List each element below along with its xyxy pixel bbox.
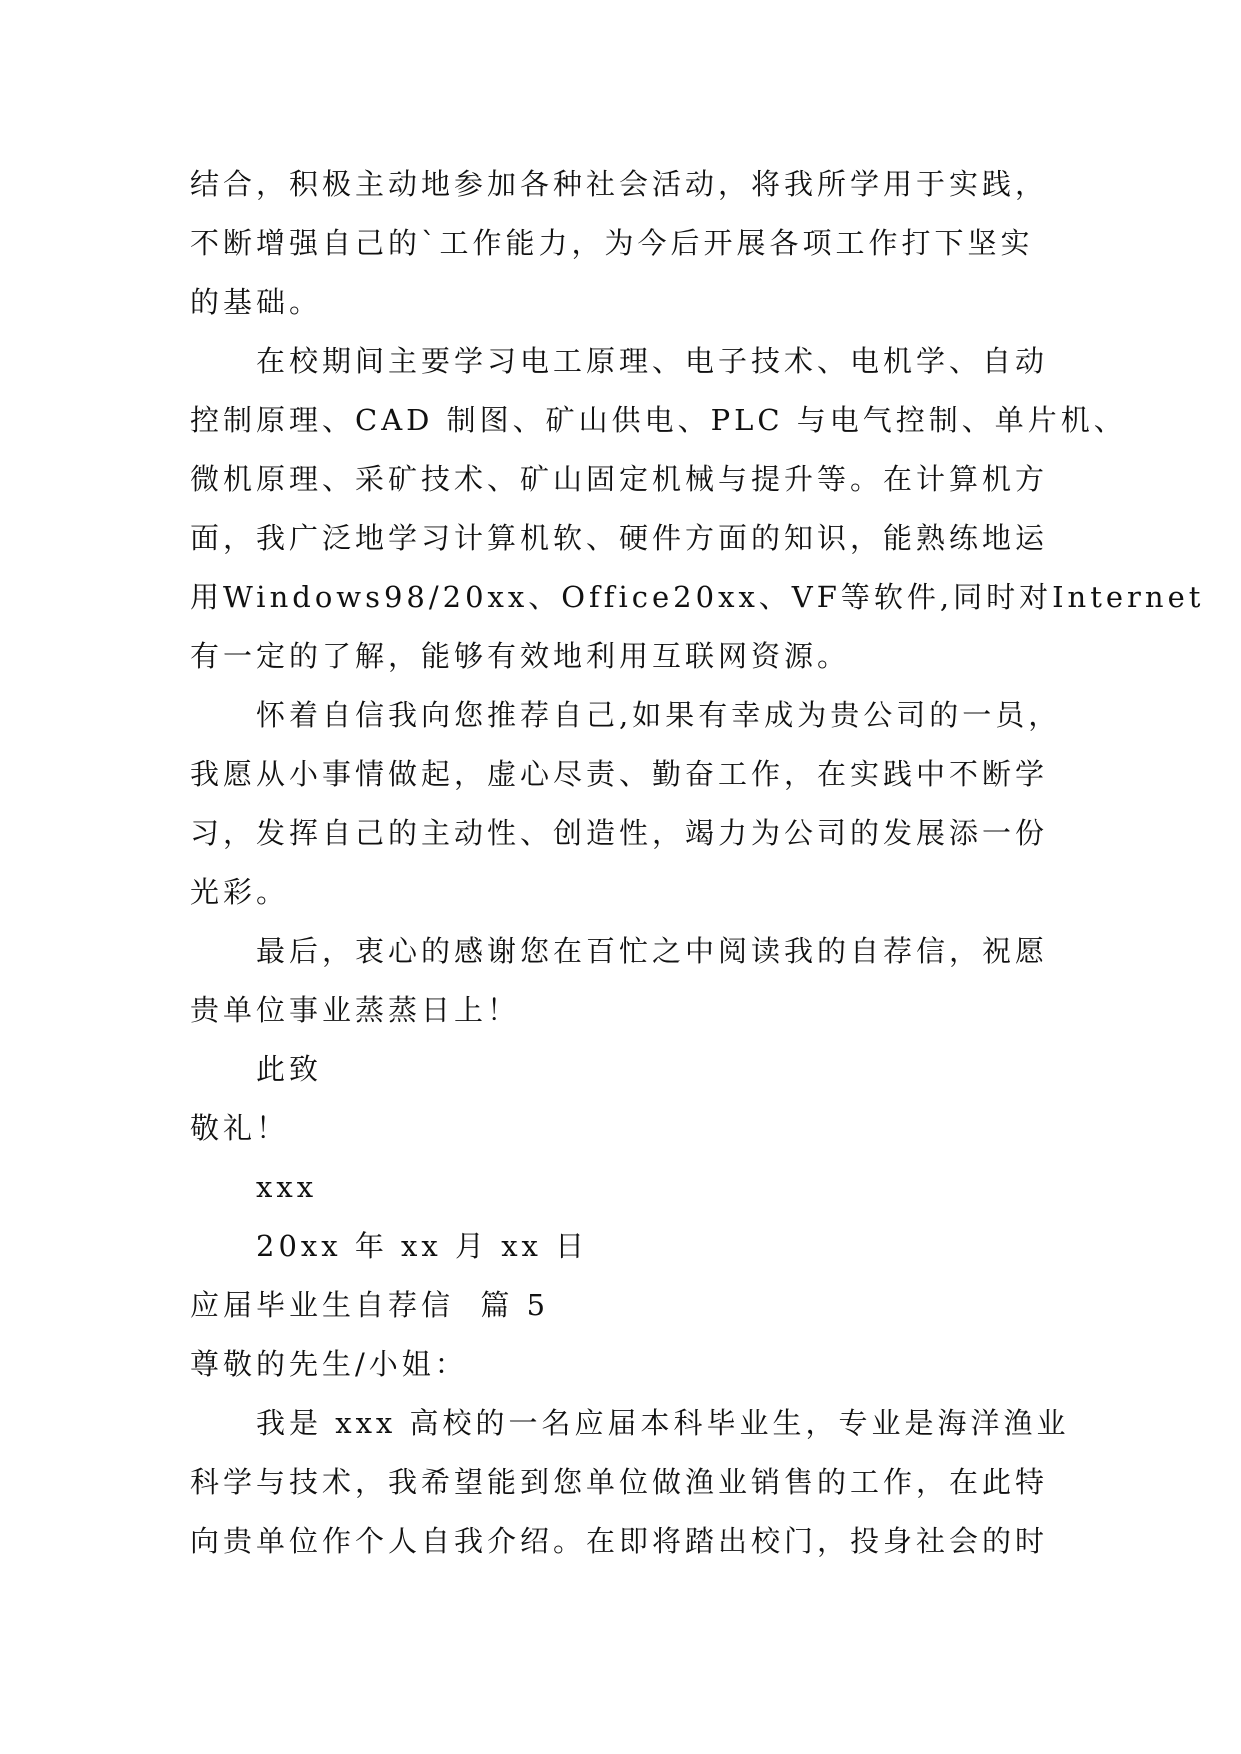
signature-name: xxx: [256, 1170, 318, 1204]
document-body: [190, 155, 1205, 1571]
body-line: 用Windows98/20xx、Office20xx、VF等软件,同时对Internet: [190, 580, 1205, 614]
body-line: 有一定的了解，能够有效地利用互联网资源。: [190, 639, 851, 673]
body-line: 控制原理、CAD 制图、矿山供电、PLC 与电气控制、单片机、: [190, 403, 1127, 437]
body-line: 的基础。: [190, 285, 323, 319]
body-line: 向贵单位作个人自我介绍。在即将踏出校门，投身社会的时: [190, 1524, 1049, 1558]
paragraph-start-line: 最后，衷心的感谢您在百忙之中阅读我的自荐信，祝愿: [256, 934, 1049, 968]
greeting-line: 尊敬的先生/小姐：: [190, 1347, 468, 1381]
body-line: 贵单位事业蒸蒸日上！: [190, 993, 521, 1027]
paragraph-start-line: 怀着自信我向您推荐自己,如果有幸成为贵公司的一员，: [256, 698, 1062, 732]
body-line: 面，我广泛地学习计算机软、硬件方面的知识，能熟练地运: [190, 521, 1049, 555]
body-line: 光彩。: [190, 875, 290, 909]
body-line: 我愿从小事情做起，虚心尽责、勤奋工作，在实践中不断学: [190, 757, 1049, 791]
closing-regards: 敬礼！: [190, 1111, 290, 1145]
paragraph-start-line: 我是 xxx 高校的一名应届本科毕业生，专业是海洋渔业: [256, 1406, 1070, 1440]
closing-salutation: 此致: [256, 1052, 323, 1086]
body-line: 习，发挥自己的主动性、创造性，竭力为公司的发展添一份: [190, 816, 1049, 850]
body-line: 不断增强自己的`工作能力，为今后开展各项工作打下坚实: [190, 226, 1034, 260]
body-line: 微机原理、采矿技术、矿山固定机械与提升等。在计算机方: [190, 462, 1049, 496]
body-line: 科学与技术，我希望能到您单位做渔业销售的工作，在此特: [190, 1465, 1049, 1499]
paragraph-start-line: 在校期间主要学习电工原理、电子技术、电机学、自动: [256, 344, 1049, 378]
body-line: 结合，积极主动地参加各种社会活动，将我所学用于实践，: [190, 167, 1049, 201]
signature-date: 20xx 年 xx 月 xx 日: [256, 1229, 589, 1263]
section-title: 应届毕业生自荐信 篇 5: [190, 1288, 550, 1322]
